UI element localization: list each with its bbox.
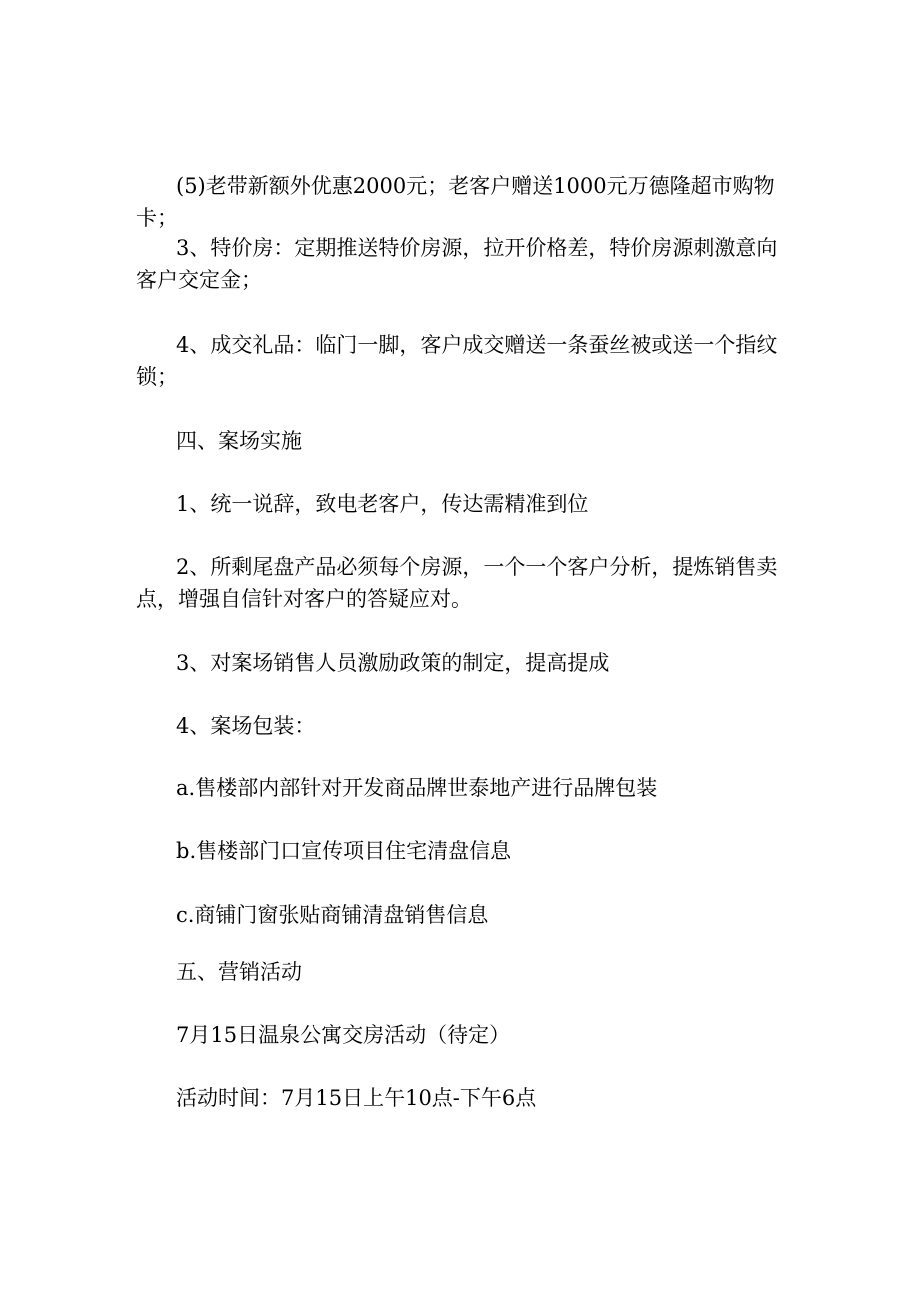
list-item-a: a.售楼部内部针对开发商品牌世泰地产进行品牌包装 (176, 776, 658, 800)
list-item-b: b.售楼部门口宣传项目住宅清盘信息 (176, 839, 512, 863)
section-heading-sales-site: 四、案场实施 (176, 429, 302, 453)
paragraph-event-time: 活动时间：7月15日上午10点-下午6点 (176, 1086, 537, 1110)
paragraph-event-title: 7月15日温泉公寓交房活动（待定） (176, 1023, 511, 1047)
section-heading-marketing: 五、营销活动 (176, 960, 302, 984)
paragraph-remaining-units: 2、所剩尾盘产品必须每个房源，一个一个客户分析，提炼销售卖点，增强自信针对客户的答疑应对。 (136, 555, 778, 611)
paragraph-closing-gift: 4、成交礼品：临门一脚，客户成交赠送一条蚕丝被或送一个指纹锁； (136, 333, 778, 389)
paragraph-unified-script: 1、统一说辞，致电老客户，传达需精准到位 (176, 492, 589, 516)
list-item-c: c.商铺门窗张贴商铺清盘销售信息 (176, 903, 489, 927)
paragraph-sales-incentive: 3、对案场销售人员激励政策的制定，提高提成 (176, 651, 610, 675)
paragraph-referral-discount: (5)老带新额外优惠2000元；老客户赠送1000元万德隆超市购物卡； (136, 174, 775, 230)
paragraph-special-price-housing: 3、特价房：定期推送特价房源，拉开价格差，特价房源刺激意向客户交定金； (136, 236, 778, 292)
paragraph-site-packaging: 4、案场包装： (176, 714, 316, 738)
